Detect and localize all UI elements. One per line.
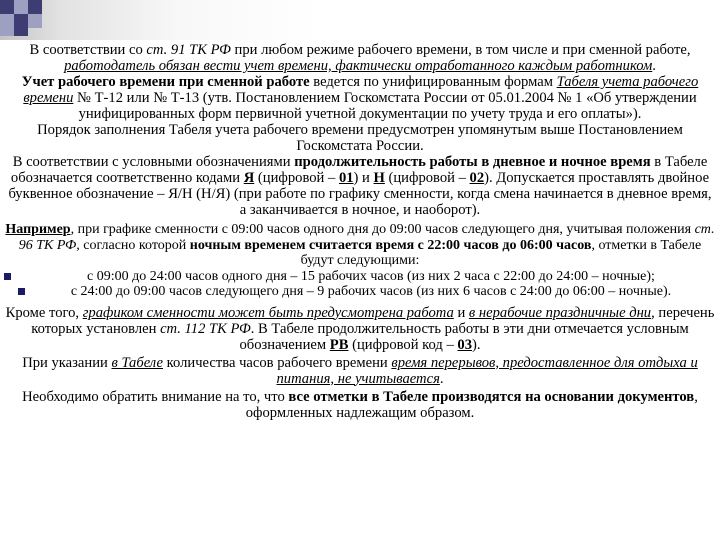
code-number: 03 bbox=[457, 336, 472, 353]
checker-square bbox=[14, 0, 28, 14]
example-lead: Например bbox=[5, 222, 71, 237]
code-letter: РВ bbox=[329, 336, 349, 353]
code-letter: Н bbox=[373, 170, 385, 186]
code-number: 01 bbox=[338, 170, 354, 186]
law-reference: ст. 112 ТК РФ bbox=[160, 320, 251, 337]
checker-square bbox=[28, 0, 42, 14]
paragraph-5: Например, при графике сменности с 09:00 часов одного дня до 09:00 часов следующего дня, учитывая положения ст. 96 ТК РФ, согласно которой ночным временем считается время с 22:00 часов до 06:00 часов, отметки в Табеле будут следующими: bbox=[5, 222, 715, 268]
checker-square bbox=[14, 28, 28, 36]
checker-square bbox=[14, 14, 28, 28]
checker-square bbox=[0, 0, 14, 14]
code-number: 02 bbox=[469, 170, 485, 186]
paragraph-6: Кроме того, графиком сменности может быть предусмотрена работа и в нерабочие праздничные дни, перечень которых установлен ст. 112 ТК РФ. В Табеле продолжительность работы в эти дни отмечается условным обозначением РВ (цифровой код – 03). bbox=[5, 304, 715, 353]
law-reference: ст. 96 ТК РФ bbox=[18, 222, 715, 253]
paragraph-1: В соответствии со ст. 91 ТК РФ при любом режиме рабочего времени, в том числе и при сменной работе, работодатель обязан вести учет времени, фактически отработанного каждым работником. bbox=[29, 42, 691, 74]
paragraph-8: Необходимо обратить внимание на то, что все отметки в Табеле производятся на основании документов, оформленных надлежащим образом. bbox=[22, 388, 698, 421]
checker-square bbox=[28, 14, 42, 28]
emphasis-text: графиком сменности может быть предусмотрена работа bbox=[82, 304, 454, 321]
checker-square bbox=[0, 28, 14, 36]
paragraph-2: Учет рабочего времени при сменной работе ведется по унифицированным формам Табеля учета рабочего времени № Т-12 или № Т-13 (утв. Постановлением Госкомстата России от 05.01.2004 № 1 «Об утверждении унифицированных форм первичной учетной документации по учету труда и его оплаты»). bbox=[21, 74, 699, 122]
list-item: с 09:00 до 24:00 часов одного дня – 15 рабочих часов (из них 2 часа с 22:00 до 24:00 – ночные); bbox=[4, 269, 716, 285]
square-bullet-icon bbox=[18, 288, 25, 295]
emphasis-text: Табеля учета рабочего времени bbox=[23, 74, 699, 106]
bold-phrase: ночным временем считается время с 22:00 часов до 06:00 часов bbox=[189, 237, 592, 253]
document-body bbox=[4, 42, 716, 421]
law-reference: ст. 91 ТК РФ bbox=[146, 42, 231, 58]
header-band bbox=[0, 0, 720, 40]
bold-phrase: Учет рабочего времени при сменной работе bbox=[21, 74, 310, 90]
list-item: с 24:00 до 09:00 часов следующего дня – 9 рабочих часов (из них 6 часов с 24:00 до 06:00 – ночные). bbox=[4, 284, 716, 300]
emphasis-text: в нерабочие праздничные дни bbox=[468, 304, 652, 321]
square-bullet-icon bbox=[4, 273, 11, 280]
emphasis-text: время перерывов, предоставленное для отдыха и питания, не учитывается bbox=[276, 354, 698, 387]
paragraph-3: Порядок заполнения Табеля учета рабочего времени предусмотрен упомянутым выше Постановлением Госкомстата России. bbox=[37, 122, 683, 154]
bold-phrase: продолжительность работы в дневное и ночное время bbox=[294, 154, 651, 170]
checker-square bbox=[0, 14, 14, 28]
code-letter: Я bbox=[243, 170, 255, 186]
emphasis-text: работодатель обязан вести учет времени, фактически отработанного каждым работником bbox=[64, 58, 653, 74]
bullet-list bbox=[4, 269, 716, 300]
paragraph-7: При указании в Табеле количества часов рабочего времени время перерывов, предоставленное для отдыха и питания, не учитывается. bbox=[22, 354, 698, 387]
emphasis-text: в Табеле bbox=[111, 354, 164, 371]
paragraph-4: В соответствии с условными обозначениями продолжительность работы в дневное и ночное время в Табеле обозначается соответственно кодами Я (цифровой – 01) и Н (цифровой – 02). Допускается проставлять двойное буквенное обозначение – Я/Н (Н/Я) (при работе по графику сменности, когда смена начинается в дневное время, а заканчивается в ночное, и наоборот). bbox=[8, 154, 712, 218]
bold-phrase: все отметки в Табеле производятся на основании документов bbox=[288, 388, 695, 405]
